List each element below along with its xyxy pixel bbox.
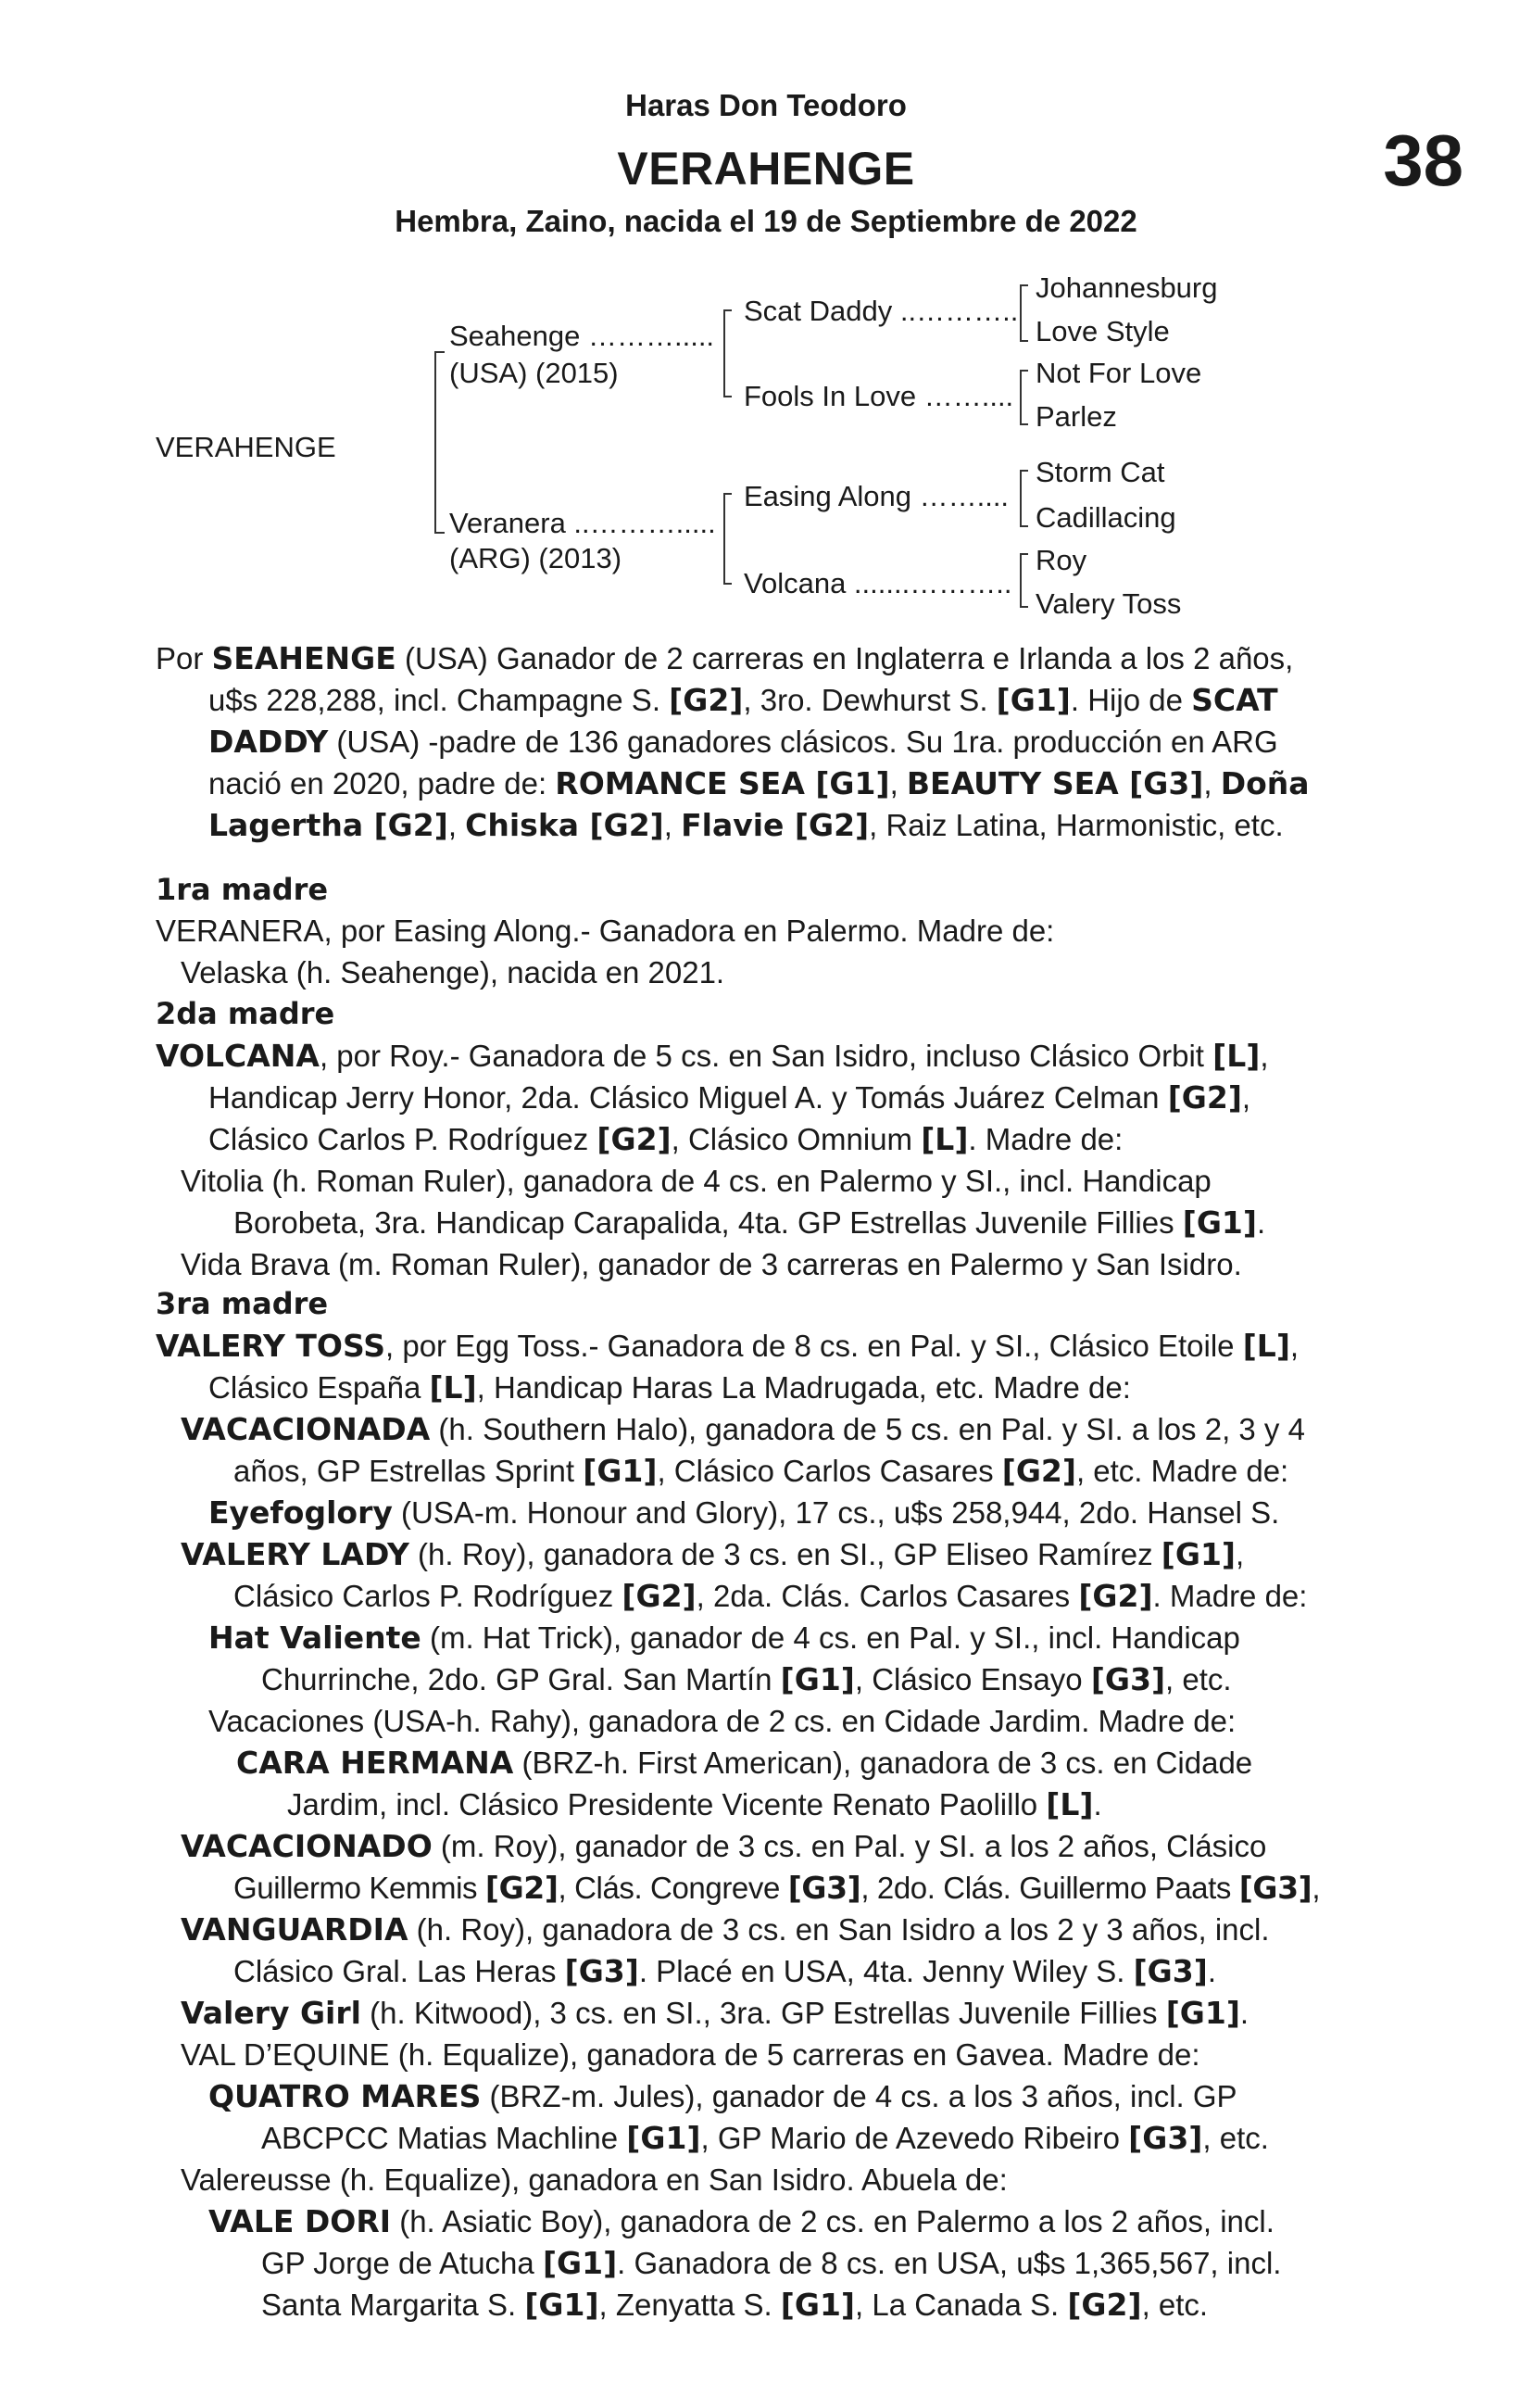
dam-line: Clásico Carlos P. Rodríguez [G2], Clásico Omnium [L]. Madre de: [208,1121,1124,1157]
produce-line: Guillermo Kemmis [G2], Clás. Congreve [G3], 2do. Clás. Guillermo Paats [G3], [233,1870,1321,1906]
pedigree-g3-7: Roy [1036,544,1087,576]
produce-line: Jardim, incl. Clásico Presidente Vicente Renato Paolillo [L]. [287,1786,1102,1822]
produce-line: GP Jorge de Atucha [G1]. Ganadora de 8 cs. en USA, u$s 1,365,567, incl. [261,2245,1282,2281]
pedigree-g3-3: Not For Love [1036,357,1202,389]
dam-line: VERANERA, por Easing Along.- Ganadora en Palermo. Madre de: [156,914,1055,948]
produce-line: años, GP Estrellas Sprint [G1], Clásico Carlos Casares [G2], etc. Madre de: [233,1453,1289,1489]
produce-line: Clásico Gral. Las Heras [G3]. Placé en USA, 4ta. Jenny Wiley S. [G3]. [233,1953,1216,1989]
pedigree-dam-dam: Volcana .......……….. [744,567,1012,599]
bracket-dam [724,494,732,584]
sire-line: nació en 2020, padre de: ROMANCE SEA [G1], BEAUTY SEA [G3], Doña [208,765,1310,801]
pedigree-sire-origin: (USA) (2015) [449,357,619,389]
pedigree-sire-sire: Scat Daddy ..……….. [744,295,1019,327]
pedigree-g3-6: Cadillacing [1036,501,1176,534]
produce-line: Hat Valiente (m. Hat Trick), ganador de 4 cs. en Pal. y SI., incl. Handicap [208,1620,1240,1656]
produce-line: VALERY LADY (h. Roy), ganadora de 3 cs. en SI., GP Eliseo Ramírez [G1], [181,1536,1245,1572]
pedigree-dam-origin: (ARG) (2013) [449,542,622,574]
farm-name: Haras Don Teodoro [625,88,907,122]
produce-line: ABCPCC Matias Machline [G1], GP Mario de Azevedo Ribeiro [G3], etc. [261,2120,1269,2156]
pedigree-subject: VERAHENGE [156,431,336,463]
produce-line: VACACIONADA (h. Southern Halo), ganadora de 5 cs. en Pal. y SI. a los 2, 3 y 4 [181,1411,1305,1447]
produce-line: VALE DORI (h. Asiatic Boy), ganadora de 2 cs. en Palermo a los 2 años, incl. [208,2203,1275,2239]
pedigree-g3-1: Johannesburg [1036,271,1218,304]
pedigree-g3-2: Love Style [1036,315,1170,347]
produce-line: Vacaciones (USA-h. Rahy), ganadora de 2 cs. en Cidade Jardim. Madre de: [208,1704,1237,1738]
sire-line: u$s 228,288, incl. Champagne S. [G2], 3ro. Dewhurst S. [G1]. Hijo de SCAT [208,682,1278,718]
pedigree-dam-sire: Easing Along …….... [744,480,1010,512]
pedigree-dam: Veranera ..………..... [449,507,716,539]
produce-line: VAL D’EQUINE (h. Equalize), ganadora de 5 carreras en Gavea. Madre de: [181,2037,1200,2072]
produce-line: CARA HERMANA (BRZ-h. First American), ganadora de 3 cs. en Cidade [236,1745,1253,1781]
produce-line: Santa Margarita S. [G1], Zenyatta S. [G1], La Canada S. [G2], etc. [261,2287,1209,2323]
produce-line: QUATRO MARES (BRZ-m. Jules), ganador de 4 cs. a los 3 años, incl. GP [208,2078,1237,2114]
produce-line: Clásico Carlos P. Rodríguez [G2], 2da. Clás. Carlos Casares [G2]. Madre de: [233,1578,1308,1614]
produce-line: Vitolia (h. Roman Ruler), ganadora de 4 cs. en Palermo y SI., incl. Handicap [181,1164,1212,1198]
produce-line: Vida Brava (m. Roman Ruler), ganador de 3 carreras en Palermo y San Isidro. [181,1247,1242,1281]
produce-line: Velaska (h. Seahenge), nacida en 2021. [181,955,725,990]
pedigree-sire: Seahenge ………..... [449,320,715,352]
bracket-scat-daddy [1021,285,1028,341]
bracket-volcana [1021,554,1028,607]
sire-line: Por SEAHENGE (USA) Ganador de 2 carreras en Inglaterra e Irlanda a los 2 años, [156,640,1294,676]
bracket-fools-in-love [1021,371,1028,424]
horse-name: VERAHENGE [617,143,915,195]
dam-line: VALERY TOSS, por Egg Toss.- Ganadora de 8 cs. en Pal. y SI., Clásico Etoile [L], [156,1328,1300,1364]
section-heading: 1ra madre [156,872,329,907]
produce-line: VACACIONADO (m. Roy), ganador de 3 cs. en Pal. y SI. a los 2 años, Clásico [181,1828,1267,1864]
pedigree-g3-8: Valery Toss [1036,587,1182,620]
bracket-gen1 [435,352,445,533]
section-heading: 2da madre [156,996,335,1031]
produce-line: Eyefoglory (USA-m. Honour and Glory), 17 cs., u$s 258,944, 2do. Hansel S. [208,1494,1280,1531]
pedigree-g3-5: Storm Cat [1036,456,1165,488]
dam-line: VOLCANA, por Roy.- Ganadora de 5 cs. en San Isidro, incluso Clásico Orbit [L], [156,1038,1269,1074]
lot-number: 38 [1383,120,1463,201]
produce-line: Valery Girl (h. Kitwood), 3 cs. en SI., 3ra. GP Estrellas Juvenile Fillies [G1]. [181,1995,1249,2031]
produce-line: VANGUARDIA (h. Roy), ganadora de 3 cs. en San Isidro a los 2 y 3 años, incl. [181,1911,1270,1948]
produce-line: Churrinche, 2do. GP Gral. San Martín [G1], Clásico Ensayo [G3], etc. [261,1661,1232,1697]
produce-line: Valereusse (h. Equalize), ganadora en San Isidro. Abuela de: [181,2162,1008,2197]
pedigree-sire-dam: Fools In Love …….... [744,380,1014,412]
pedigree-g3-4: Parlez [1036,400,1117,433]
sire-line: DADDY (USA) -padre de 136 ganadores clásicos. Su 1ra. producción en ARG [208,724,1278,760]
horse-description: Hembra, Zaino, nacida el 19 de Septiembre de 2022 [395,204,1137,238]
bracket-sire [724,310,732,397]
sire-line: Lagertha [G2], Chiska [G2], Flavie [G2], Raiz Latina, Harmonistic, etc. [208,807,1284,843]
dam-line: Handicap Jerry Honor, 2da. Clásico Miguel A. y Tomás Juárez Celman [G2], [208,1079,1251,1116]
dam-line: Clásico España [L], Handicap Haras La Madrugada, etc. Madre de: [208,1369,1131,1406]
produce-line: Borobeta, 3ra. Handicap Carapalida, 4ta. GP Estrellas Juvenile Fillies [G1]. [233,1204,1266,1241]
section-heading: 3ra madre [156,1286,329,1321]
bracket-easing-along [1021,471,1028,526]
